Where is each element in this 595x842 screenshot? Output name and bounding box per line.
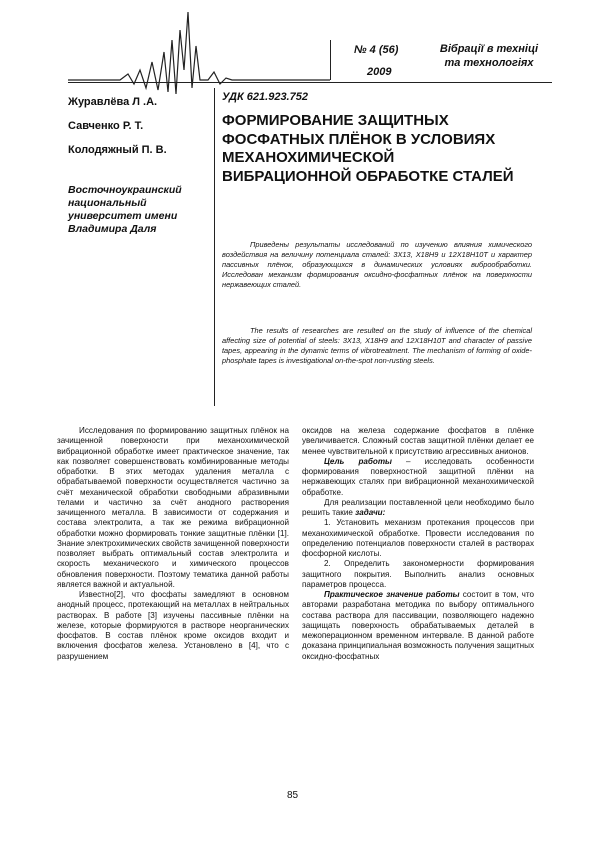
issue-year: 2009 [367, 66, 392, 78]
goal-paragraph [302, 457, 534, 498]
practical-text: состоит в том, что авторами разработана методика по выбору оптимального состава раствора для пассивации, позволяющего надежно защищать поверхность обрабатываемых деталей в межоперационном временном интервале. В данной работе доказана принципиальная возможность получения защитных оксидно-фосфатных [302, 590, 535, 661]
header-divider [330, 40, 331, 80]
paragraph: оксидов на железа содержание фосфатов в плёнке увеличивается. Сложный состав защитной плёнки делает ее менее чувствительной к присутствию агрессивных анионов. [302, 426, 534, 456]
journal-name-line-2: та технологіях [444, 57, 534, 69]
abstract-english [222, 326, 532, 366]
journal-name [414, 42, 564, 70]
practical-paragraph [302, 590, 534, 662]
article-title: ФОРМИРОВАНИЕ ЗАЩИТНЫХ ФОСФАТНЫХ ПЛЁНОК В УСЛОВИЯХ МЕХАНОХИМИЧЕСКОЙ ВИБРАЦИОННОЙ ОБРАБОТКЕ СТАЛЕЙ [222, 112, 514, 185]
task-2: 2. Определить закономерности формирования защитного покрытия. Выполнить анализ основных параметров процесса. [302, 559, 534, 589]
abstract-english-text: The results of researches are resulted on the study of influence of the chemical affecting size of potential of steels: 3Х13, Х18Н9 and 12Х18Н10Т and character of passive tapes, appearing in the dynamic terms of vibrotreatment. The mechanism of forming of oxide-phosphate tapes is investigational on-the-spot non-rusting steels. [222, 326, 532, 365]
paragraph: Известно[2], что фосфаты замедляют в основном анодный процесс, протекающий на металлах в нейтральных растворах. В работе [3] изучены пассивные плёнки на железе, которые формируются в растворе неорганических фосфатов. В состав плёнок кроме оксидов входит и включения фосфатов железа. Установлено в [4], что с разрушением [57, 590, 289, 661]
issue-number: № 4 (56) [354, 44, 399, 56]
task-1: 1. Установить механизм протекания процессов при механохимической обработке. Провести исследования по определению потенциалов поверхности сталей в растворах фосфорной кислоты. [302, 518, 534, 558]
udk-code: УДК 621.923.752 [222, 91, 308, 103]
goal-label: Цель работы [324, 456, 392, 466]
body-column-right [302, 426, 534, 662]
tasks-intro: Для реализации поставленной цели необходимо было решить такие [302, 497, 534, 517]
goal-text: – исследовать особенности формирования поверхностной защитной плёнки на нержавеющих сталях при вибрационной механохимической обработке. [302, 456, 534, 497]
journal-name-line-1: Вібрації в техніці [439, 43, 539, 55]
author-2: Савченко Р. Т. [68, 120, 144, 132]
page-number: 85 [287, 790, 299, 801]
paragraph: Исследования по формированию защитных плёнок на зачищенной поверхности при механохимической вибрационной обработке имеет практическое значение, так как позволяет совершенствовать комбинированные методы обработки. В этих методах удаления металла с обрабатываемой поверхности осуществляется частично за счёт механической обработки свободными абразивными телами и частично за счёт анодного растворения зачищенного металла. В зависимости от содержания и состава электролита, а так же режима вибрационной обработки можно формировать тонкие защитные плёнки [1]. Знание электрохимических свойств зачищенной поверхности позволяет выбрать оптимальный состав электролита и скорость механического и химического процессов обновления поверхности. Поэтому тематика данной работы является важной и актуальной. [57, 426, 289, 589]
affiliation: Восточноукраинский национальный университет имени Владимира Даля [68, 184, 182, 235]
tasks-paragraph [302, 498, 534, 519]
header-rule [68, 82, 552, 83]
author-3: Колодяжный П. В. [68, 144, 167, 156]
author-list [68, 90, 167, 162]
column-divider [214, 88, 215, 406]
abstract-russian-text: Приведены результаты исследований по изучению влияния химического воздействия на величину потенциала сталей: 3Х13, Х18Н9 и 12Х18Н10Т и характер пассивных плёнок, образующихся в динамических условиях виброобработки. Исследован механизм формирования оксидно-фосфатных плёнок на поверхности нержавеющих сталей. [222, 240, 532, 289]
body-column-left [57, 426, 289, 662]
author-1: Журавлёва Л .А. [68, 96, 158, 108]
practical-label: Практическое значение работы [324, 590, 460, 599]
tasks-label: задачи: [355, 508, 386, 517]
abstract-russian [222, 240, 532, 290]
